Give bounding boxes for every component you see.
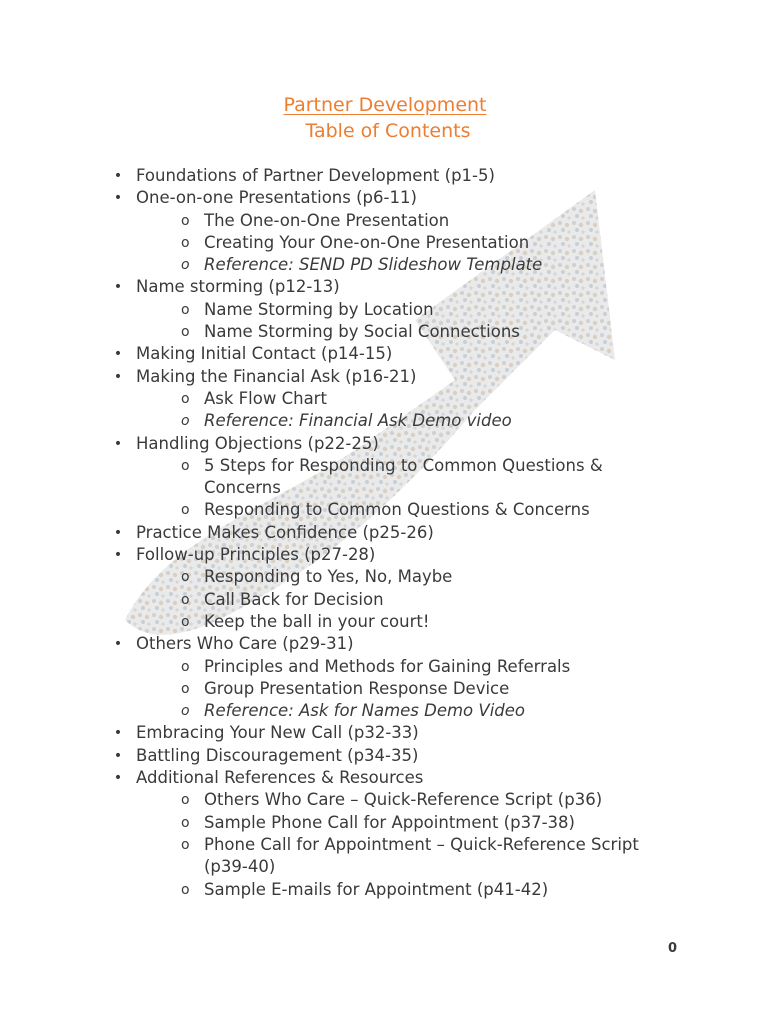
toc-subitem: [136, 299, 674, 321]
toc-subitem-label: Ask Flow Chart: [204, 388, 327, 408]
circle-bullet-icon: o: [181, 413, 190, 430]
bullet-icon: •: [113, 279, 123, 296]
bullet-icon: •: [113, 368, 123, 385]
toc-subitem-label: Keep the ball in your court!: [204, 611, 430, 631]
bullet-icon: •: [113, 747, 123, 764]
toc-subitem-label: Sample E-mails for Appointment (p41-42): [204, 879, 549, 899]
toc-subitem: [136, 700, 674, 722]
toc-sublist: [136, 299, 770, 344]
bullet-icon: •: [113, 547, 123, 564]
toc-subitem-label: The One-on-One Presentation: [204, 210, 450, 230]
circle-bullet-icon: o: [181, 680, 190, 697]
toc-subitem: [136, 232, 674, 254]
circle-bullet-icon: o: [181, 658, 190, 675]
toc-item: [0, 767, 770, 901]
toc-item-label: Embracing Your New Call (p32-33): [136, 723, 419, 743]
toc-subitem: [136, 834, 674, 879]
toc-item: [0, 366, 770, 433]
toc-item: [0, 343, 770, 365]
toc-sublist: [136, 388, 770, 433]
toc-item-label: Others Who Care (p29-31): [136, 634, 354, 654]
toc-subitem-label: Responding to Common Questions & Concerns: [204, 500, 590, 520]
toc-subitem: [136, 879, 674, 901]
toc-sublist: [136, 455, 770, 522]
circle-bullet-icon: o: [181, 212, 190, 229]
toc-subitem-label: Responding to Yes, No, Maybe: [204, 567, 453, 587]
circle-bullet-icon: o: [181, 234, 190, 251]
toc-item: [0, 544, 770, 633]
table-of-contents: [0, 165, 770, 901]
circle-bullet-icon: o: [181, 881, 190, 898]
toc-sublist: [136, 656, 770, 723]
toc-item-label: Handling Objections (p22-25): [136, 433, 379, 453]
toc-subitem-label: Group Presentation Response Device: [204, 678, 510, 698]
bullet-icon: •: [113, 524, 123, 541]
toc-subitem-label: Name Storming by Social Connections: [204, 322, 520, 342]
toc-item-label: Name storming (p12-13): [136, 277, 340, 297]
toc-subitem: [136, 566, 674, 588]
toc-subitem-label: Sample Phone Call for Appointment (p37-38): [204, 812, 575, 832]
title-sub: Table of Contents: [305, 120, 471, 142]
toc-item-label: Making the Financial Ask (p16-21): [136, 366, 417, 386]
toc-item: [0, 522, 770, 544]
circle-bullet-icon: o: [181, 257, 190, 274]
toc-subitem: [136, 455, 674, 500]
toc-subitem: [136, 321, 674, 343]
toc-sublist: [136, 210, 770, 277]
title-main: Partner Development: [283, 94, 487, 116]
bullet-icon: •: [113, 190, 123, 207]
toc-subitem-label: Creating Your One-on-One Presentation: [204, 232, 530, 252]
circle-bullet-icon: o: [181, 324, 190, 341]
circle-bullet-icon: o: [181, 613, 190, 630]
bullet-icon: •: [113, 346, 123, 363]
bullet-icon: •: [113, 770, 123, 787]
toc-subitem-label: Others Who Care – Quick-Reference Script (p36): [204, 790, 603, 810]
circle-bullet-icon: o: [181, 836, 190, 853]
document-title: [0, 92, 770, 144]
toc-subitem: [136, 812, 674, 834]
circle-bullet-icon: o: [181, 502, 190, 519]
toc-sublist: [136, 789, 770, 900]
bullet-icon: •: [113, 168, 123, 184]
bullet-icon: •: [113, 636, 123, 653]
toc-item-label: Additional References & Resources: [136, 768, 424, 788]
toc-subitem: [136, 789, 674, 811]
toc-subitem-label: Reference: Ask for Names Demo Video: [204, 701, 525, 721]
toc-subitem-label: Name Storming by Location: [204, 299, 434, 319]
page-number: 0: [668, 941, 678, 956]
circle-bullet-icon: o: [181, 390, 190, 407]
bullet-icon: •: [113, 725, 123, 742]
toc-item-label: One-on-one Presentations (p6-11): [136, 188, 417, 208]
toc-item: [0, 276, 770, 343]
toc-subitem: [136, 656, 674, 678]
toc-subitem-label: Reference: Financial Ask Demo video: [204, 411, 512, 431]
bullet-icon: •: [113, 435, 123, 452]
circle-bullet-icon: o: [181, 792, 190, 809]
toc-item-label: Battling Discouragement (p34-35): [136, 745, 419, 765]
toc-subitem: [136, 589, 674, 611]
toc-item-label: Making Initial Contact (p14-15): [136, 344, 393, 364]
toc-subitem: [136, 678, 674, 700]
toc-subitem: [136, 388, 674, 410]
toc-subitem: [136, 410, 674, 432]
circle-bullet-icon: o: [181, 457, 190, 474]
circle-bullet-icon: o: [181, 591, 190, 608]
toc-sublist: [136, 566, 770, 633]
toc-subitem-label: Principles and Methods for Gaining Referrals: [204, 656, 571, 676]
toc-item: [0, 165, 770, 187]
toc-item: [0, 433, 770, 522]
toc-subitem-label: 5 Steps for Responding to Common Questions & Concerns: [204, 455, 603, 498]
toc-item: [0, 187, 770, 276]
toc-subitem: [136, 210, 674, 232]
toc-item-label: Foundations of Partner Development (p1-5): [136, 166, 495, 185]
toc-subitem: [136, 611, 674, 633]
toc-subitem-label: Phone Call for Appointment – Quick-Reference Script (p39-40): [204, 834, 639, 877]
toc-subitem-label: Reference: SEND PD Slideshow Template: [204, 255, 543, 275]
toc-item: [0, 745, 770, 767]
toc-subitem-label: Call Back for Decision: [204, 589, 384, 609]
toc-subitem: [136, 499, 674, 521]
circle-bullet-icon: o: [181, 301, 190, 318]
circle-bullet-icon: o: [181, 569, 190, 586]
circle-bullet-icon: o: [181, 703, 190, 720]
toc-item-label: Follow-up Principles (p27-28): [136, 545, 376, 565]
toc-item-label: Practice Makes Confidence (p25-26): [136, 522, 434, 542]
toc-item: [0, 722, 770, 744]
circle-bullet-icon: o: [181, 814, 190, 831]
toc-item: [0, 633, 770, 722]
toc-subitem: [136, 254, 674, 276]
